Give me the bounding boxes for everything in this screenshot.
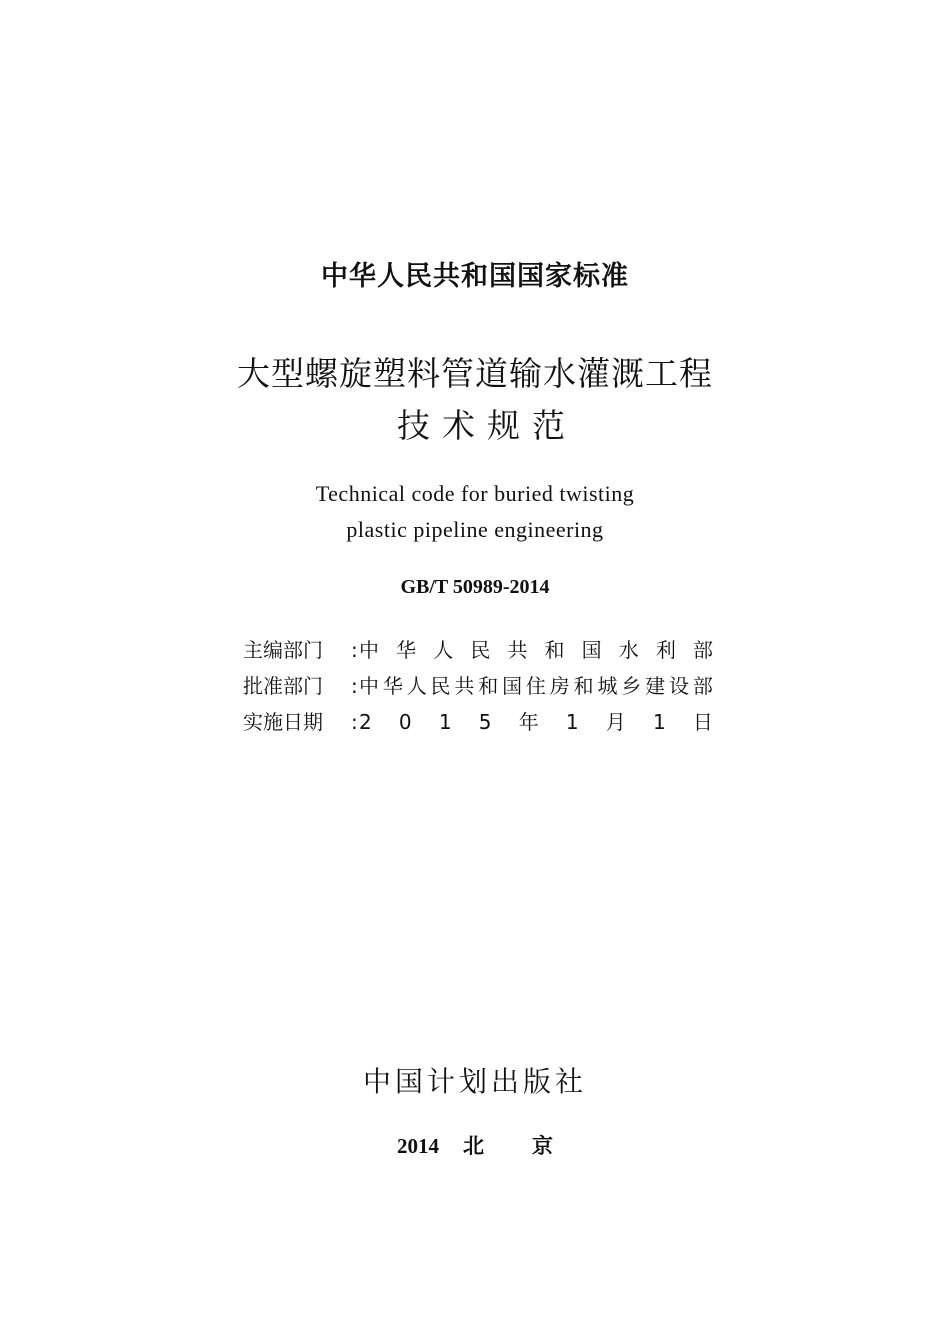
metadata-char: 日 (692, 710, 713, 734)
approver-row (243, 668, 713, 704)
metadata-char: 共 (454, 674, 475, 698)
effective-date-label: 实施日期 (243, 710, 323, 734)
effective-date-colon: : (351, 710, 358, 734)
effective-date-row (243, 704, 713, 740)
metadata-char: 设 (668, 674, 689, 698)
document-subtitle-cn: 技术规范 (397, 406, 577, 445)
metadata-char: 中 (359, 674, 379, 698)
metadata-char: 2 (359, 710, 372, 734)
metadata-char: 0 (398, 710, 412, 734)
metadata-char: 1 (565, 710, 579, 734)
metadata-char: 国 (502, 674, 523, 698)
editor-label: 主编部门 (243, 638, 323, 662)
metadata-char: 1 (652, 710, 666, 734)
metadata-char: 城 (597, 674, 618, 698)
city-char-1: 北 (463, 1134, 484, 1158)
standard-series-heading: 中华人民共和国国家标准 (321, 261, 629, 292)
metadata-char: 和 (478, 674, 499, 698)
approver-label: 批准部门 (243, 674, 323, 698)
metadata-char: 华 (396, 638, 417, 662)
publisher-name: 中国计划出版社 (362, 1065, 587, 1098)
editor-colon: : (351, 638, 358, 662)
metadata-char: 国 (581, 638, 602, 662)
document-title-en (0, 476, 950, 548)
metadata-char: 人 (406, 674, 427, 698)
title-en-line-1: Technical code for buried twisting (315, 481, 635, 506)
metadata-char: 和 (573, 674, 594, 698)
metadata-char: 月 (605, 710, 626, 734)
metadata-char: 部 (692, 674, 713, 698)
metadata-char: 利 (655, 638, 676, 662)
publication-place-year (0, 1130, 950, 1160)
metadata-char: 水 (618, 638, 639, 662)
editor-row (243, 632, 713, 668)
metadata-char: 住 (525, 674, 546, 698)
effective-date-value (359, 704, 713, 740)
approver-colon: : (351, 674, 358, 698)
city-char-2: 京 (532, 1134, 553, 1158)
metadata-char: 部 (692, 638, 713, 662)
metadata-char: 和 (544, 638, 565, 662)
metadata-char: 5 (478, 710, 492, 734)
title-en-line-2: plastic pipeline engineering (346, 517, 604, 542)
metadata-char: 人 (433, 638, 454, 662)
metadata-char: 华 (382, 674, 403, 698)
editor-value (359, 632, 713, 668)
approver-value (359, 668, 713, 704)
metadata-char: 共 (507, 638, 528, 662)
metadata-char: 中 (359, 638, 379, 662)
metadata-char: 乡 (621, 674, 642, 698)
metadata-char: 房 (549, 674, 570, 698)
metadata-char: 民 (430, 674, 451, 698)
metadata-char: 民 (470, 638, 491, 662)
metadata-char: 1 (438, 710, 452, 734)
document-title-cn: 大型螺旋塑料管道输水灌溉工程 (237, 354, 713, 393)
standard-number: GB/T 50989-2014 (400, 576, 550, 598)
metadata-char: 年 (518, 710, 539, 734)
publication-year: 2014 (397, 1134, 439, 1158)
publication-metadata (243, 632, 713, 740)
metadata-char: 建 (645, 674, 666, 698)
